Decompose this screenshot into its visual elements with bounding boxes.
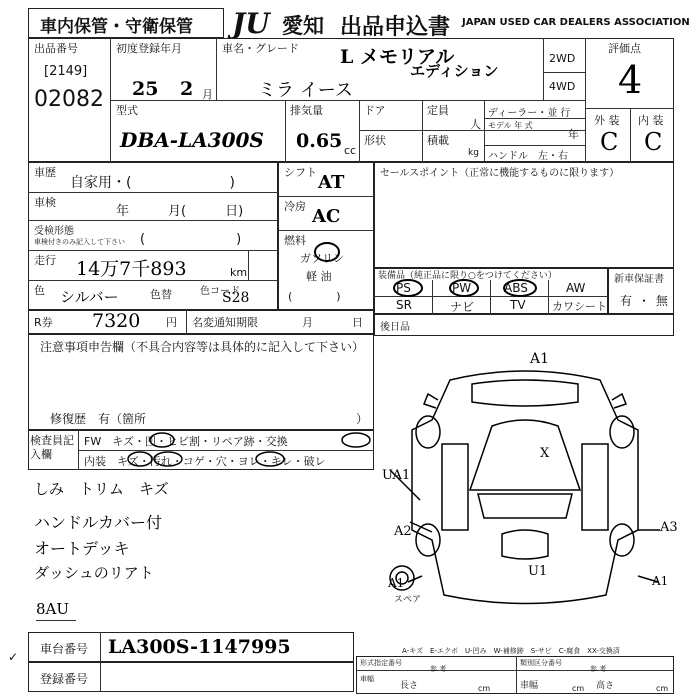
cooling-label: 冷房 xyxy=(284,200,306,213)
insp-hole: 穴 xyxy=(215,455,227,468)
load-unit: kg xyxy=(468,148,479,158)
history-value: 自家用・( ) xyxy=(70,175,235,191)
insp-crack: ヒビ割 xyxy=(167,435,200,448)
lower-label-0: 形式指定番号 xyxy=(360,659,402,667)
ju-logo: JU xyxy=(232,7,270,40)
mark-x: X xyxy=(540,446,550,461)
checkmark-icon: ✓ xyxy=(8,650,19,664)
repair-close: ） xyxy=(356,412,369,426)
insp-burn: コゲ xyxy=(182,455,205,468)
fuel-circle-mark xyxy=(312,240,342,264)
first-reg-year: 25 xyxy=(132,78,159,100)
equip-aw: AW xyxy=(566,281,586,295)
mileage-written: 14万7千893 xyxy=(76,258,187,280)
spare-label: スペア xyxy=(394,595,422,605)
equip-abs: ABS xyxy=(504,281,528,295)
insp-wrinkle: ヨレ xyxy=(237,455,260,468)
chassis-value: LA300S-1147995 xyxy=(108,636,291,658)
equip-tv: TV xyxy=(510,298,526,312)
first-reg-label: 初度登録年月 xyxy=(116,42,182,55)
model-name-written: ミラ イース xyxy=(258,80,353,101)
receive-label: 受検形態 xyxy=(34,226,74,237)
inspection-label: 車検 xyxy=(34,196,56,209)
insp-stain: 汚れ xyxy=(149,455,172,468)
color-label: 色 xyxy=(34,284,45,297)
receive-value: ( ) xyxy=(140,232,242,247)
type-label: 型式 xyxy=(116,104,138,117)
interior-label: 内 装 xyxy=(638,114,664,127)
insp-tear: 破レ xyxy=(303,455,326,468)
notes-label: 注意事項申告欄（不具合内容等は具体的に記入して下さい） xyxy=(40,340,365,354)
lower-label-3: 参 考 xyxy=(590,665,607,673)
mileage-unit: km xyxy=(230,266,248,279)
grade-written-2: エディション xyxy=(410,62,499,80)
name-change-label: 名変通知期限 xyxy=(192,316,258,329)
insp-interior: 内装 xyxy=(84,455,106,468)
grade-written: L メモリアル xyxy=(340,46,455,68)
equip-pw: PW xyxy=(452,281,472,295)
inspector-label: 検査員記入欄 xyxy=(30,434,74,461)
assoc-name: JAPAN USED CAR DEALERS ASSOCIATION xyxy=(462,17,690,28)
equip-ps: PS xyxy=(396,281,411,295)
cooling-value: AC xyxy=(312,206,341,227)
lower-label-6: cm xyxy=(478,684,491,693)
equip-sr: SR xyxy=(396,298,412,312)
chassis-label: 車台番号 xyxy=(40,642,89,656)
org-name: 愛知 xyxy=(282,14,324,38)
mark-u1: U1 xyxy=(528,564,548,579)
hw-note-4: ダッシュのリアト xyxy=(34,564,154,582)
name-change-month: 月 xyxy=(302,316,313,329)
inspector-row2: 内装 キズ・汚れ・コゲ・穴・ヨレ・キレ・破レ xyxy=(84,455,326,468)
color-code-written: S28 xyxy=(222,290,250,306)
fuel-other: ( ) xyxy=(288,290,341,303)
shift-value: AT xyxy=(318,172,345,193)
storage-label: 車内保管・守衛保管 xyxy=(40,17,193,37)
lot-label: 出品番号 xyxy=(34,42,78,55)
displacement-unit: cc xyxy=(344,144,357,157)
lower-label-7: 車幅 xyxy=(520,681,539,691)
capacity-unit: 人 xyxy=(470,118,481,131)
eval-label: 評価点 xyxy=(608,42,641,55)
exterior-grade: C xyxy=(600,128,619,156)
inspection-value: 年 月( 日) xyxy=(116,204,244,219)
doc-title: 出品申込書 xyxy=(340,15,451,40)
year-unit: 年 xyxy=(568,128,579,141)
hw-note-2: ハンドルカバー付 xyxy=(34,513,163,532)
type-value: DBA-LA300S xyxy=(120,128,264,152)
drive-4wd: 4WD xyxy=(549,80,576,93)
hw-note-1: しみ トリム キズ xyxy=(34,480,169,498)
lower-label-5: 長さ xyxy=(400,681,419,691)
car-diagram xyxy=(380,340,670,620)
mark-a1-rear-left: A1 xyxy=(388,576,405,590)
insp-cut: キレ xyxy=(270,455,293,468)
recycle-value: 7320 xyxy=(92,310,141,332)
lower-label-4: 車幅 xyxy=(360,675,374,683)
color-code-label: 色コード xyxy=(200,286,240,297)
warranty-sep: ・ xyxy=(638,294,651,308)
sales-point-label: セールスポイント（正常に機能するものに限ります） xyxy=(380,168,620,179)
mark-ua1: UA1 xyxy=(382,468,411,483)
fuel-diesel: 軽 油 xyxy=(306,270,332,283)
model-year-label: モデル 年 式 xyxy=(488,121,533,130)
exterior-label: 外 装 xyxy=(594,114,620,127)
repair-history: 修復歴 有（箇所 xyxy=(50,412,147,426)
dealer-label: ディーラー・並 行 xyxy=(488,108,571,119)
mark-a1-rear-right: A1 xyxy=(652,574,669,588)
shift-label: シフト xyxy=(284,166,317,179)
equipment-label: 装備品（純正品に限り○をつけてください） xyxy=(378,271,557,281)
inspector-circle-marks xyxy=(110,430,380,470)
warranty-yes: 有 xyxy=(620,294,633,308)
handle-label: ハンドル 左・右 xyxy=(488,151,568,162)
lot-number: 02082 xyxy=(34,87,104,112)
displacement-label: 排気量 xyxy=(290,104,323,117)
drive-2wd: 2WD xyxy=(549,52,576,65)
fuel-label: 燃料 xyxy=(284,234,306,247)
later-box xyxy=(374,314,674,336)
equip-navi: ナビ xyxy=(450,300,475,314)
later-label: 後日品 xyxy=(380,322,410,333)
hw-note-3: オートデッキ xyxy=(34,539,130,558)
model-grade-label: 車名・グレード xyxy=(222,42,299,55)
insp-fw: FW xyxy=(84,435,102,448)
name-change-day: 日 xyxy=(352,316,363,329)
color-written: シルバー xyxy=(60,288,119,306)
lower-label-1: 参 考 xyxy=(430,665,447,673)
capacity-label: 定員 xyxy=(427,104,449,117)
mark-a2: A2 xyxy=(394,524,412,539)
insp-replace: 交換 xyxy=(265,435,288,448)
insp-scratch: キズ xyxy=(112,435,134,448)
lower-label-2: 類別区分番号 xyxy=(520,659,562,667)
insp-repair: リペア跡 xyxy=(211,435,255,448)
lower-label-8: cm xyxy=(572,684,585,693)
eval-score: 4 xyxy=(618,58,643,102)
month-unit: 月 xyxy=(202,88,213,101)
fuel-gasoline: ガソリン xyxy=(300,252,344,265)
lot-sub: [2149] xyxy=(44,64,88,79)
registration-label: 登録番号 xyxy=(40,672,89,686)
receive-note: 車検付きのみ記入して下さい xyxy=(34,238,125,246)
recycle-label: R券 xyxy=(34,316,53,329)
lower-label-10: cm xyxy=(656,684,669,693)
damage-legend: A-キズ E-エクボ U-凹み W-補修跡 S-サビ C-腐食 XX-交換済 xyxy=(402,647,620,655)
hw-note-5: 8AU xyxy=(36,600,70,618)
insp-dent: 凹 xyxy=(145,435,156,448)
equip-leather: カワシート xyxy=(552,300,607,313)
warranty-no: 無 xyxy=(656,294,669,308)
doors-label: ドア xyxy=(364,104,386,117)
mark-a1-top: A1 xyxy=(530,351,550,367)
first-reg-month: 2 xyxy=(180,78,194,100)
mileage-label: 走行 xyxy=(34,254,56,267)
displacement-value: 0.65 xyxy=(296,130,343,152)
history-label: 車歴 xyxy=(34,166,56,179)
shape-label: 形状 xyxy=(364,134,386,147)
equip-circle-marks xyxy=(380,276,550,300)
color-change-label: 色替 xyxy=(150,288,172,301)
load-label: 積載 xyxy=(427,134,449,147)
mark-a3: A3 xyxy=(660,520,678,535)
interior-grade: C xyxy=(644,128,663,156)
recycle-unit: 円 xyxy=(166,316,177,329)
inspector-row1: FW キズ・凹・ヒビ割・リペア跡・交換 xyxy=(84,435,288,448)
warranty-label: 新車保証書 xyxy=(614,274,664,285)
lower-label-9: 高さ xyxy=(596,681,615,691)
insp-int-scratch: キズ xyxy=(117,455,139,468)
